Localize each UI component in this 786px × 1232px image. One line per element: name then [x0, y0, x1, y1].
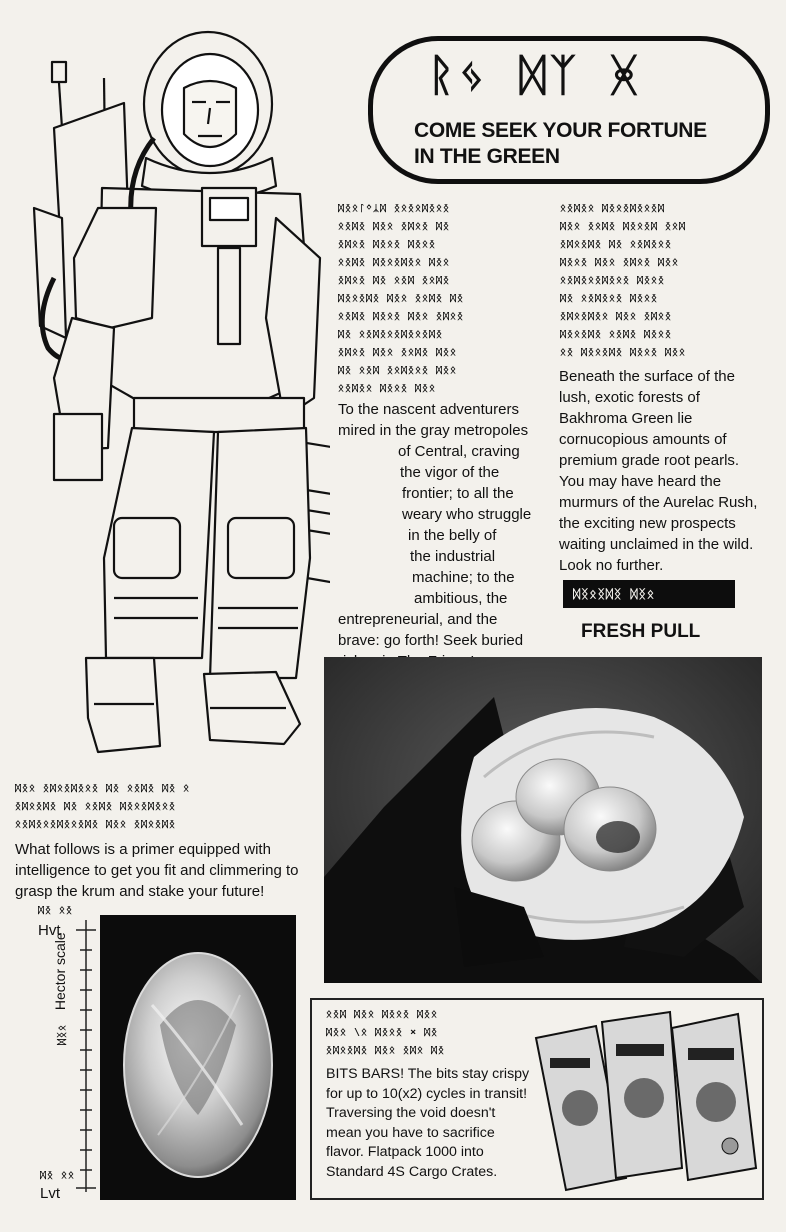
glyph-line: ᛝᛞᛟᛝᛞᛝᛟ ᛞᛝᛟ ᛝᛞᛟᛝ: [560, 312, 673, 322]
intro-line: the vigor of the: [400, 464, 500, 481]
scale-bottom-glyph: ᛞᛝ ᛟᛟ: [40, 1171, 76, 1181]
glyph-line: ᛝᛞᛟᛝᛞᛝ ᛞᛝ ᛟᛝᛞᛝ ᛞᛝᛟᛝᛞᛝᛟᛝ: [15, 802, 177, 812]
astronaut-illustration: [14, 18, 330, 760]
glyph-line: ᛟᛝᛞᛝ ᛞᛝᛟ ᛝᛞᛟᛝ ᛞᛝ: [338, 222, 451, 232]
intro-line: frontier; to all the: [402, 485, 514, 502]
glyph-line: ᛞᛝᛟ ᛝᛞᛟᛝᛞᛝᛟᛝ ᛞᛝ ᛟᛝᛞᛝ ᛞᛝ ᛟ: [15, 784, 191, 794]
header-title: [414, 118, 707, 170]
primer-alien-text: [15, 784, 305, 838]
intro-line: machine; to the: [412, 569, 515, 586]
scale-mid-glyph: ᛞᛝᛟ: [57, 1024, 68, 1045]
glyph-line: ᛟᛝᛞᛝᛟ ᛞᛝᛟᛝᛞᛝᛟᛝᛞ: [560, 204, 666, 214]
header-alien-title: ᚱᛃ ᛞᛉ ᚸ: [428, 50, 641, 101]
primer-paragraph: What follows is a primer equipped with intelligence to get you fit and climmering to grasp the krum and stake your future!: [15, 841, 299, 900]
fresh-pull-glyph: ᛞᛝᛟᛝᛞᛝ ᛞᛝᛟ: [573, 587, 656, 601]
glyph-line: ᛞᛝ ᛟᛝᛞ ᛝᛟᛞᛝᛟᛝ ᛞᛝᛟ: [338, 366, 458, 376]
fresh-pull-title: FRESH PULL: [581, 621, 701, 642]
pearl-specimen-art: [100, 915, 296, 1200]
header-title-line-2: IN THE GREEN: [414, 145, 560, 168]
intro-line: brave: go forth! Seek buried: [338, 632, 524, 649]
glyph-line: ᛞᛝᛟᛝ ᛞᛝᛟ ᛝᛞᛟᛝ ᛞᛝᛟ: [560, 258, 680, 268]
pearl-specimen-photo: [100, 915, 296, 1200]
scale-top-glyph: ᛞᛝ ᛟᛝ: [38, 906, 74, 916]
left-alien-text: [338, 204, 548, 402]
scale-top-label: Hvt: [38, 922, 61, 939]
header-title-line-1: COME SEEK YOUR FORTUNE: [414, 119, 707, 142]
intro-line: ambitious, the: [414, 590, 508, 607]
glyph-line: ᛞᛝ ᛟᛝᛞᛝᛟᛝᛞᛝᛟᛝᛞᛝ: [338, 330, 444, 340]
glyph-line: ᛟᛝᛞᛝᛟᛝᛞᛝᛟᛝᛞᛝ ᛞᛝᛟ ᛝᛞᛟᛝᛞᛝ: [15, 820, 177, 830]
intro-line: mired in the gray metropoles: [338, 422, 529, 439]
glyph-line: ᛝᛞᛟᛝ ᛞᛝᛟ ᛝᛟᛞᛝ ᛞᛝᛟ: [338, 348, 458, 358]
right-alien-text: [560, 204, 766, 366]
glyph-line: ᛝᛞᛟᛝ ᛞᛝᛟᛝ ᛞᛝᛟᛝ: [338, 240, 437, 250]
glyph-line: ᛟᛝᛞᛝᛟ ᛞᛝᛟᛝ ᛞᛝᛟ: [338, 384, 437, 394]
hector-scale-label: Hector scale: [52, 932, 68, 1011]
ad-alien-text: [326, 1010, 531, 1064]
scale-bottom-label: Lvt: [40, 1185, 61, 1202]
glyph-line: ᛞᛝᛟᛚᛜᛣᛞ ᛝᛟᛝᛟᛞᛝᛟᛝ: [338, 204, 451, 214]
pearls-photo-art: [324, 657, 762, 983]
intro-line: To the nascent adventurers: [338, 401, 519, 418]
glyph-line: ᛞᛝᛟ ᛝᛟᛞᛝ ᛞᛝᛟᛝᛞ ᛝᛟᛞ: [560, 222, 687, 232]
glyph-line: ᛞᛝᛟᛝᛞᛝ ᛟᛝᛞᛝ ᛞᛝᛟᛝ: [560, 330, 673, 340]
glyph-line: ᛞᛝᛟᛝᛞᛝ ᛞᛝᛟ ᛝᛟᛞᛝ ᛞᛝ: [338, 294, 465, 304]
glyph-line: ᛝᛞᛟᛝ ᛞᛝ ᛟᛝᛞ ᛝᛟᛞᛝ: [338, 276, 451, 286]
bits-bars-packages: [532, 1008, 760, 1192]
bits-bars-paragraph: BITS BARS! The bits stay crispy for up to 10(x2) cycles in transit! Traversing the void doesn't mean you have to sacrifice flavor. Flatpack 1000 into Standard 4S Cargo Crates.: [326, 1066, 530, 1180]
intro-paragraph: [338, 399, 550, 672]
glyph-line: ᛞᛝᛟ \ᛟ ᛞᛝᛟᛝ × ᛞᛝ: [326, 1028, 439, 1038]
fresh-pull-alien-label: [563, 580, 735, 608]
glyph-line: ᛝᛞᛟᛝᛞᛝ ᛞᛝ ᛟᛝᛞᛝᛟᛝ: [560, 240, 673, 250]
glyph-line: ᛞᛝ ᛟᛝᛞᛝᛟᛝ ᛞᛝᛟᛝ: [560, 294, 659, 304]
glyph-line: ᛟᛝᛞᛝ ᛞᛝᛟᛝ ᛞᛝᛟ ᛝᛞᛟᛝ: [338, 312, 465, 322]
intro-line: weary who struggle: [402, 506, 532, 523]
pearls-paragraph: Beneath the surface of the lush, exotic forests of Bakhroma Green lie cornucopious amounts of premium grade root pearls. You may have heard the murmurs of the Aurelac Rush, the exciting new prospects waiting unclaimed in the wild. Look no further.: [559, 368, 758, 574]
intro-line: the industrial: [410, 548, 496, 565]
glyph-line: ᛟᛝᛞᛝᛟᛝᛞᛝᛟᛝ ᛞᛝᛟᛝ: [560, 276, 666, 286]
glyph-line: ᛟᛝᛞ ᛞᛝᛟ ᛞᛝᛟᛝ ᛞᛝᛟ: [326, 1010, 439, 1020]
scale-ruler: [70, 910, 100, 1200]
intro-line: in the belly of: [408, 527, 497, 544]
scale-mid-label: [52, 932, 68, 1045]
glyph-line: ᛟᛝᛞᛝ ᛞᛝᛟᛝᛞᛝᛟ ᛞᛝᛟ: [338, 258, 451, 268]
intro-line: of Central, craving: [398, 443, 520, 460]
pearls-in-glove-photo: [324, 657, 762, 983]
glyph-line: ᛟᛝ ᛞᛝᛟᛝᛞᛝ ᛞᛝᛟᛝ ᛞᛝᛟ: [560, 348, 687, 358]
glyph-line: ᛝᛞᛟᛝᛞᛝ ᛞᛝᛟ ᛝᛞᛟ ᛞᛝ: [326, 1046, 446, 1056]
intro-line: entrepreneurial, and the: [338, 611, 498, 628]
